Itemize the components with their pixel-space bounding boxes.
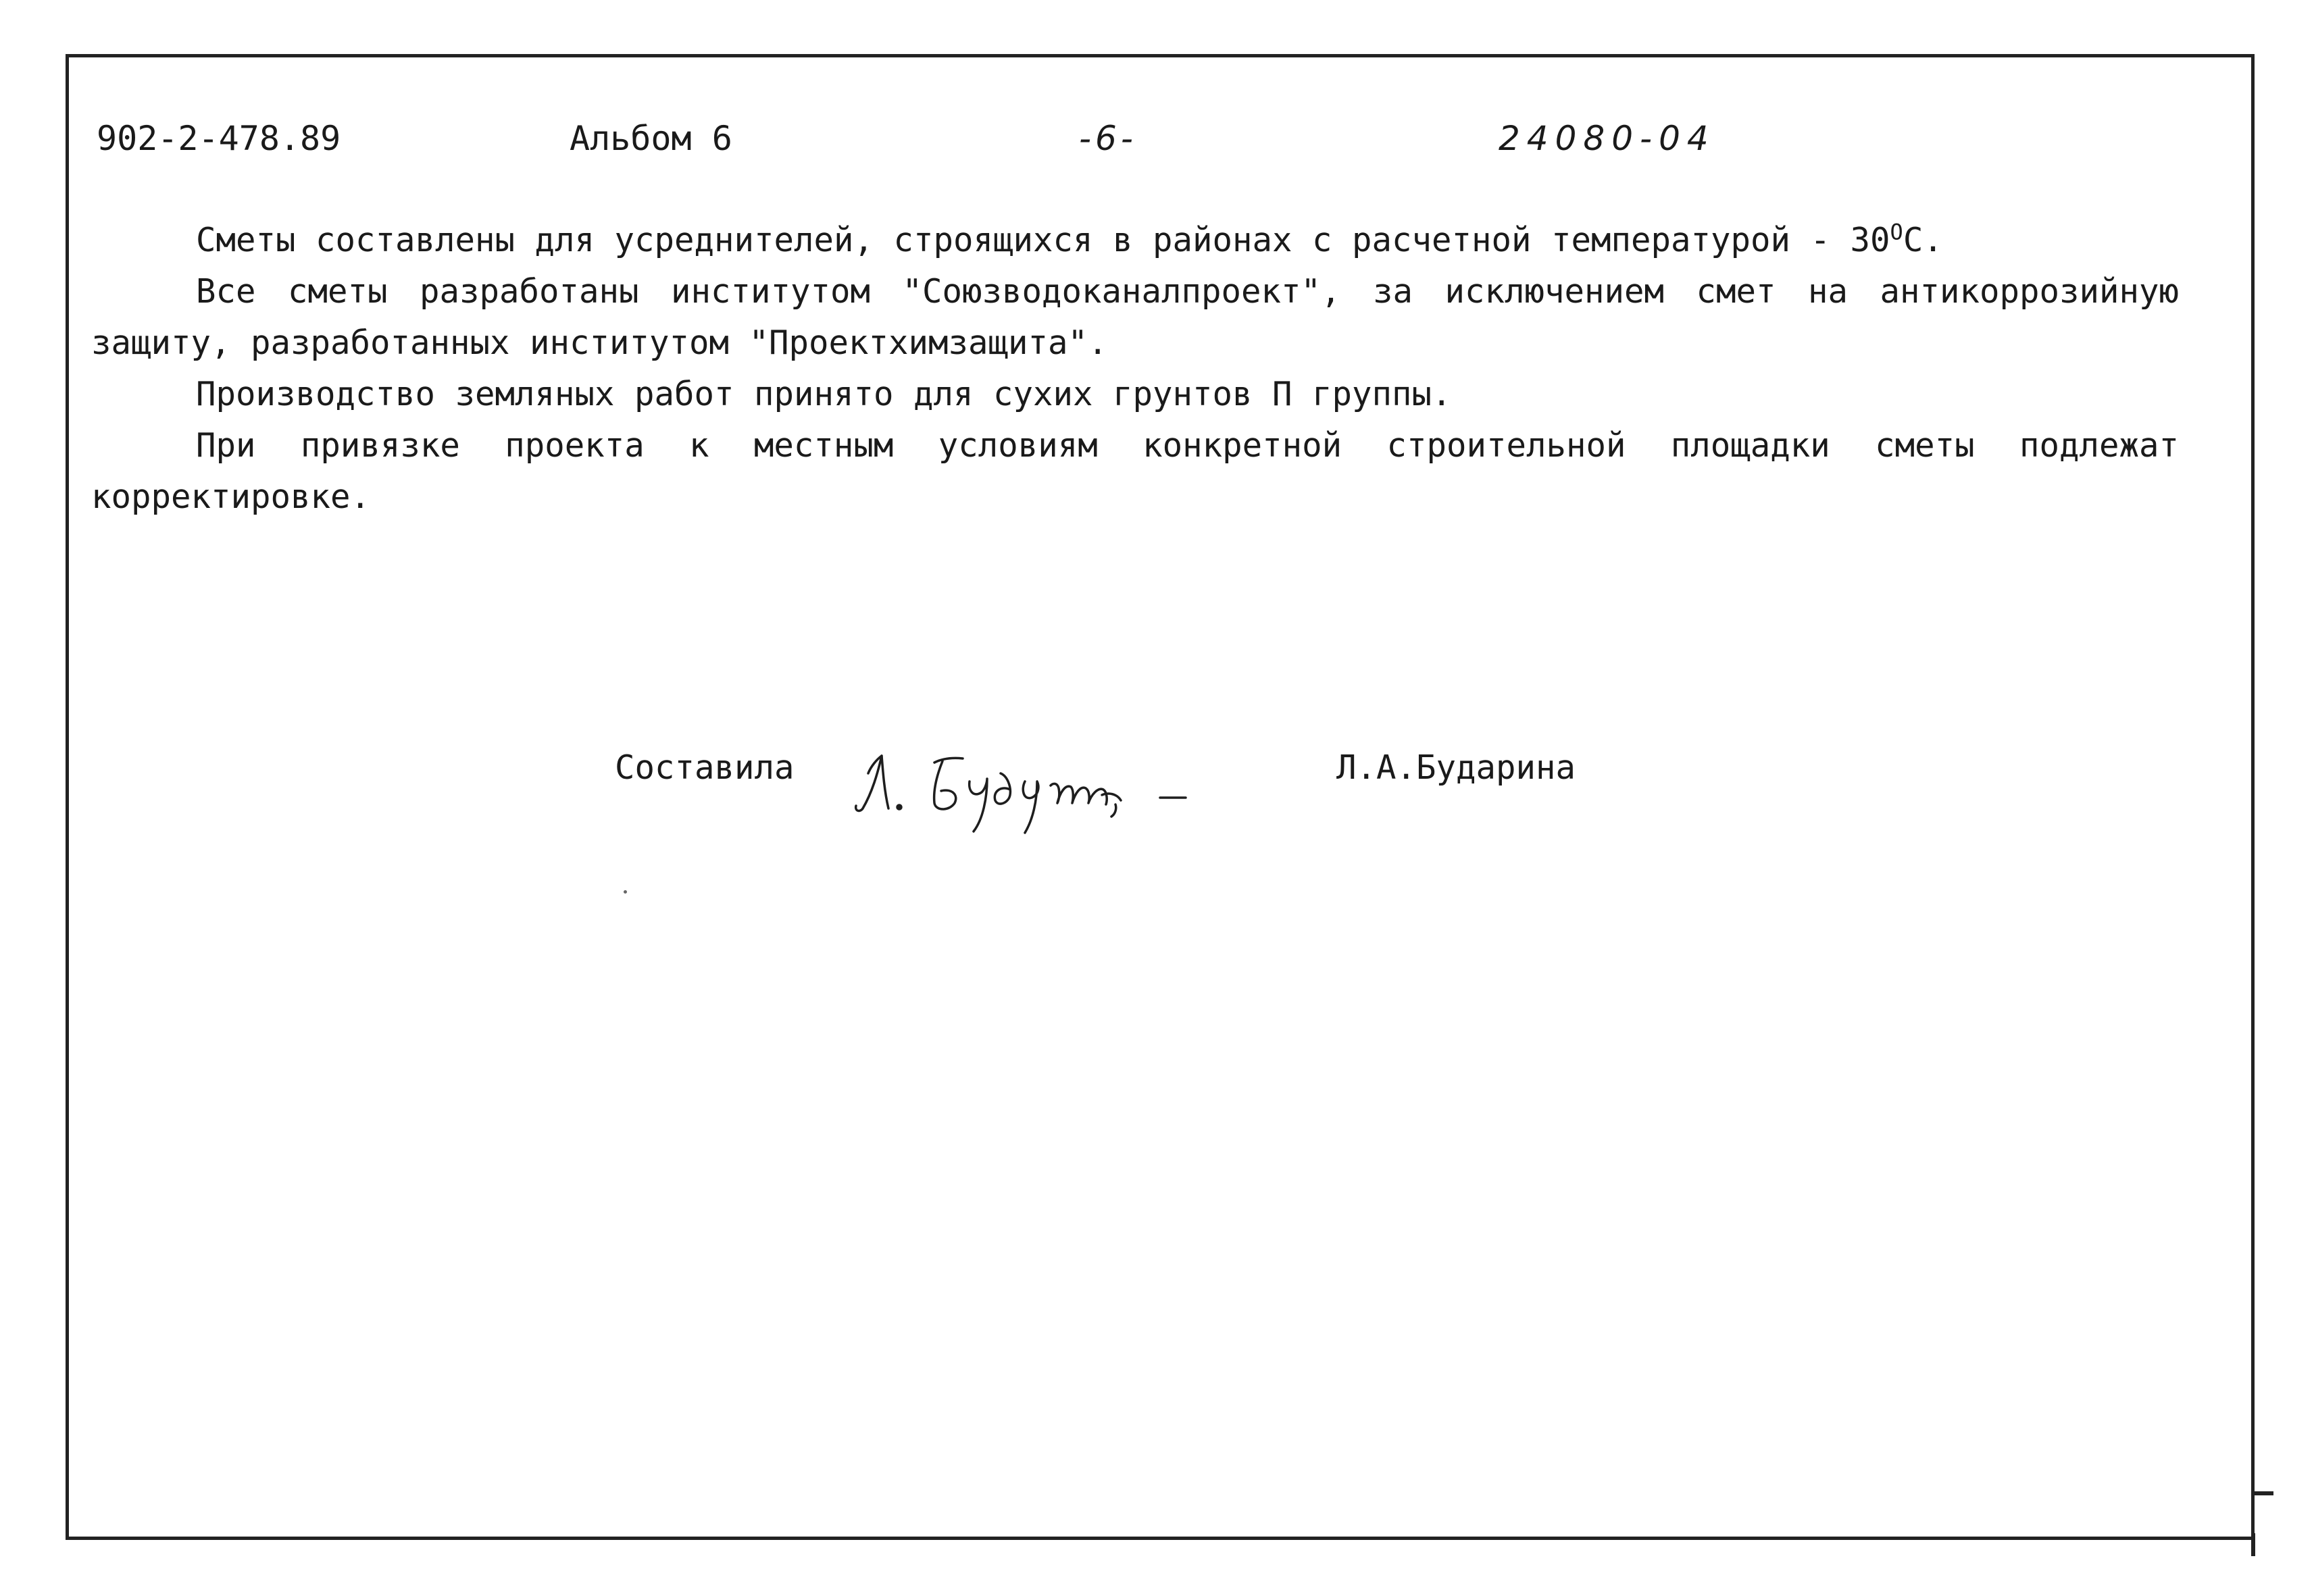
paragraph-tail: С. xyxy=(1903,221,1943,259)
header-album: Альбом 6 xyxy=(570,119,732,158)
frame-tick xyxy=(2255,1491,2273,1495)
scan-speck xyxy=(624,890,627,894)
degree-superscript: О xyxy=(1890,219,1903,245)
paragraph-text: Сметы составлены для усреднителей, строящихся в районах с расчетной температурой - 30 xyxy=(196,221,1890,259)
paragraph-earthworks: Производство земляных работ принято для сухих грунтов П группы. xyxy=(196,375,1452,413)
header-designation xyxy=(97,115,341,162)
handwritten-signature xyxy=(848,733,1226,834)
frame-tick xyxy=(2251,1533,2255,1556)
paragraph-site-adjustment: При привязке проекта к местным условиям конкретной строительной площадки сметы подлежат корректировке. xyxy=(91,426,2179,516)
header-page-number: -6- xyxy=(1079,119,1137,158)
document-body xyxy=(91,215,2179,523)
header-code: 24080-04 xyxy=(1499,119,1715,158)
paragraph-estimates-temperature xyxy=(91,215,2179,266)
compiler-name: Л.А.Бударина xyxy=(1336,748,1576,787)
compiled-by-label: Составила xyxy=(615,748,795,787)
designation-text: 902-2-478.89 xyxy=(97,119,341,158)
paragraph-developers: Все сметы разработаны институтом "Союзводоканалпроект", за исключением смет на антикоррозийную защиту, разработанных институтом "Проектхимзащита". xyxy=(91,272,2179,362)
